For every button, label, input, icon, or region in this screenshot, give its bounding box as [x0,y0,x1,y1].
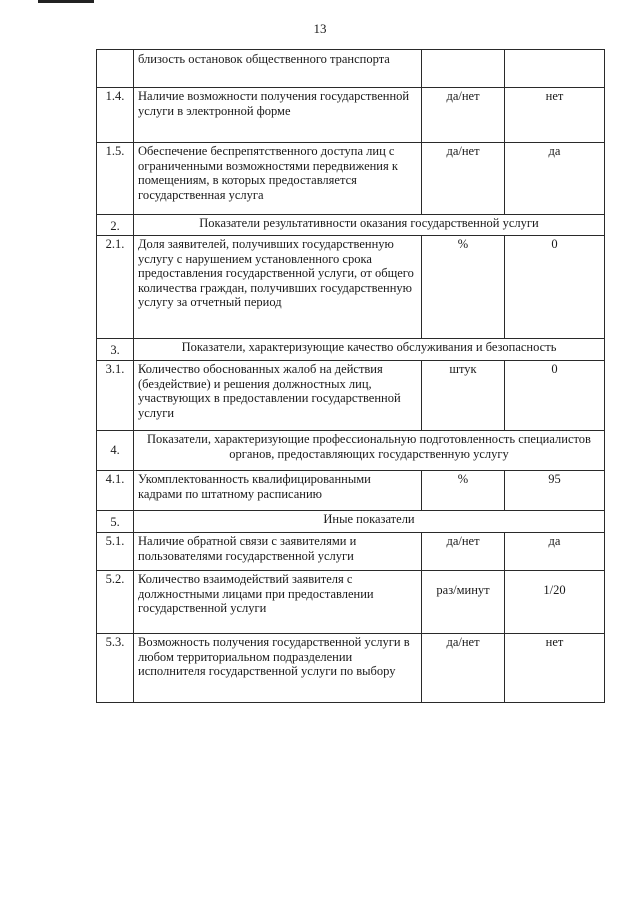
unit-cell: штук [422,361,505,431]
section-number: 2. [97,215,134,236]
value-cell: 95 [505,471,605,511]
value-cell: нет [505,634,605,703]
section-number: 4. [97,431,134,471]
value-cell: 0 [505,236,605,339]
unit-cell: % [422,471,505,511]
indicator-text: Количество обоснованных жалоб на действия (бездействие) и решения должностных лиц, участвующих в предоставлении государственной услуги [134,361,422,431]
row-number: 1.4. [97,88,134,143]
unit-cell: да/нет [422,634,505,703]
row-number: 5.3. [97,634,134,703]
value-cell: 1/20 [505,571,605,634]
value-cell: 0 [505,361,605,431]
value-cell [505,50,605,88]
section-row [97,511,605,533]
unit-cell [422,50,505,88]
table-row [97,634,605,703]
table-row [97,143,605,215]
section-number: 5. [97,511,134,533]
row-number: 5.2. [97,571,134,634]
row-number: 2.1. [97,236,134,339]
table-row [97,533,605,571]
unit-cell: да/нет [422,533,505,571]
table-row [97,571,605,634]
section-row [97,215,605,236]
value-cell: да [505,533,605,571]
table-row [97,88,605,143]
section-row [97,339,605,361]
indicator-text: близость остановок общественного транспорта [134,50,422,88]
section-row [97,431,605,471]
indicator-text: Укомплектованность квалифицированными кадрами по штатному расписанию [134,471,422,511]
section-title: Показатели, характеризующие профессиональную подготовленность специалистов органов, предоставляющих государственную услугу [134,431,605,471]
table-row [97,471,605,511]
section-number: 3. [97,339,134,361]
value-cell: да [505,143,605,215]
indicator-text: Наличие возможности получения государственной услуги в электронной форме [134,88,422,143]
row-number: 1.5. [97,143,134,215]
indicator-text: Доля заявителей, получивших государственную услугу с нарушением установленного срока предоставления государственной услуги, от общего количества граждан, получивших государственную услугу за отчетный период [134,236,422,339]
row-number: 3.1. [97,361,134,431]
section-title: Показатели результативности оказания государственной услуги [134,215,605,236]
row-number: 5.1. [97,533,134,571]
section-title: Показатели, характеризующие качество обслуживания и безопасность [134,339,605,361]
value-cell: нет [505,88,605,143]
indicator-text: Наличие обратной связи с заявителями и пользователями государственной услуги [134,533,422,571]
unit-cell: да/нет [422,88,505,143]
unit-cell: % [422,236,505,339]
indicator-text: Возможность получения государственной услуги в любом территориальном подразделении исполнителя государственной услуги по выбору [134,634,422,703]
table-row [97,50,605,88]
unit-cell: раз/минут [422,571,505,634]
unit-cell: да/нет [422,143,505,215]
table-row [97,361,605,431]
table-row [97,236,605,339]
indicator-text: Обеспечение беспрепятственного доступа лиц с ограниченными возможностями передвижения к помещениям, в которых предоставляется государственная услуга [134,143,422,215]
page-number: 13 [313,21,327,36]
indicator-text: Количество взаимодействий заявителя с должностными лицами при предоставлении государственной услуги [134,571,422,634]
indicators-table [96,49,605,703]
top-edge-rule [38,0,94,3]
row-number [97,50,134,88]
section-title: Иные показатели [134,511,605,533]
row-number: 4.1. [97,471,134,511]
